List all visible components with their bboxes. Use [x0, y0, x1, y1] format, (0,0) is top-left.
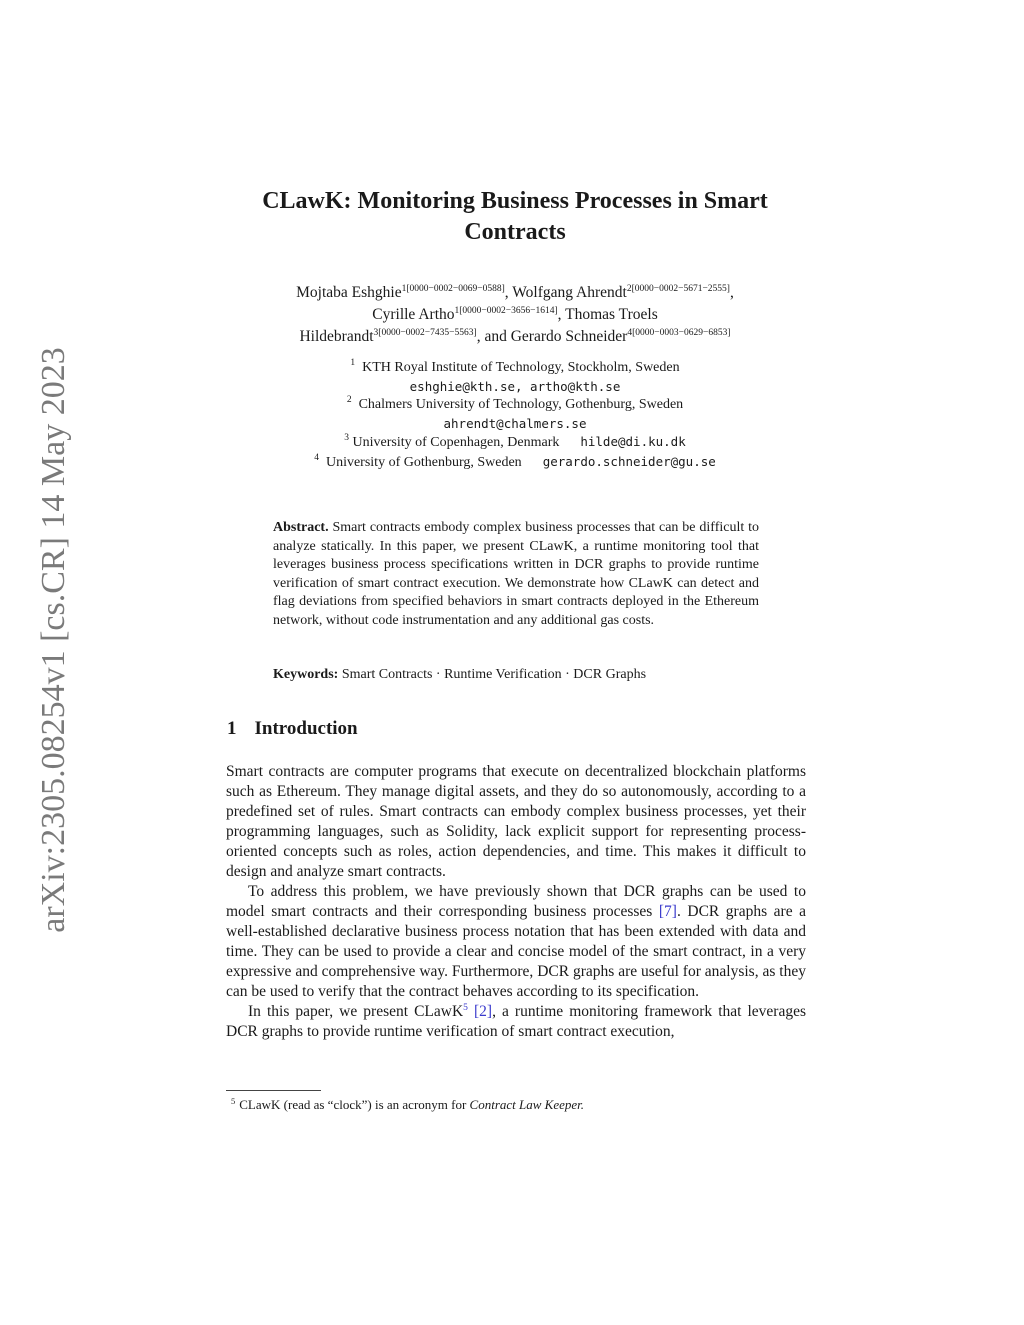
affiliation-name: Chalmers University of Technology, Gothenburg, Sweden [358, 397, 684, 412]
keywords-text: Smart Contracts · Runtime Verification · DCR Graphs [341, 667, 647, 682]
paragraph-1: Smart contracts are computer programs that execute on decentralized blockchain platforms such as Ethereum. They manage digital assets, and they do so autonomously, according to a predefined set of rules. Smart contracts can embody complex business processes, yet their programming languages, such as Solidity, lack explicit support for representing process-oriented concepts such as roles, action dependencies, and time. This makes it difficult to design and analyze smart contracts. [226, 763, 806, 880]
affiliation-number: 4 [314, 452, 319, 463]
author-orcid: 4[0000−0003−0629−6853] [627, 328, 731, 338]
footnote-text: CLawK (read as “clock”) is an acronym for [239, 1097, 470, 1112]
affiliation-2 [250, 396, 780, 415]
footnote [231, 1096, 811, 1113]
author-name: Hildebrandt [299, 328, 374, 345]
footnote-number: 5 [231, 1096, 236, 1106]
author-list [210, 282, 820, 348]
paper-title [220, 186, 810, 248]
author-name: Cyrille Artho [372, 306, 455, 323]
affiliation-name: KTH Royal Institute of Technology, Stockholm, Sweden [362, 360, 680, 375]
author-conjunction: , and [476, 328, 511, 345]
author-orcid: 1[0000−0002−0069−0588] [401, 284, 505, 294]
abstract [273, 519, 759, 630]
affiliation-name: University of Gothenburg, Sweden [325, 454, 522, 470]
author-orcid: 1[0000−0002−3656−1614] [454, 306, 558, 316]
title-line-1: CLawK: Monitoring Business Processes in Smart [262, 188, 768, 214]
footnote-rule [226, 1090, 321, 1091]
section-number: 1 [227, 718, 237, 739]
author-line-1: Mojtaba Eshghie$^{1[0000-0002-0069-0588]}$, Wolfgang Ahrendt$^{2[0000-0002-5671-2555]}$, [296, 284, 734, 301]
author-name: Wolfgang Ahrendt [512, 284, 627, 301]
affiliation-email: gerardo.schneider@gu.se [542, 453, 716, 469]
paragraph-text: In this paper, we present CLawK [248, 1003, 464, 1020]
paragraph-2 [226, 882, 806, 1002]
paragraph-text: . DCR graphs are a well-established declarative business process notation that has been extended with data and time. They can be used to provide a clear and concise model of the smart contract, in a very expressive and comprehensive way. Furthermore, DCR graphs are useful for analysis, as they can be used to verify that the contract behaves according to its specification. [226, 903, 806, 1000]
affiliation-number: 2 [346, 395, 352, 405]
citation-link[interactable]: [7] [658, 903, 677, 920]
author-name: Mojtaba Eshghie [296, 284, 402, 301]
affiliation-number: 1 [350, 358, 356, 368]
affiliations [250, 359, 780, 472]
paragraph-text: , a runtime monitoring framework that leverages DCR graphs to provide runtime verification of smart contract execution, [226, 1003, 807, 1040]
abstract-label: Abstract. [273, 520, 329, 535]
affiliation-email: ahrendt@chalmers.se [443, 415, 587, 431]
keywords [273, 666, 759, 685]
citation-link[interactable]: [2] [473, 1003, 493, 1020]
affiliation-1 [250, 359, 780, 378]
author-name: Thomas Troels [565, 306, 658, 323]
paragraph-3 [226, 1002, 806, 1042]
author-name: Gerardo Schneider [510, 328, 628, 345]
author-orcid: 3[0000−0002−7435−5563] [373, 328, 477, 338]
affiliation-4 [250, 453, 780, 473]
footnote-italic: Contract Law Keeper. [469, 1097, 585, 1112]
section-heading [227, 718, 358, 740]
affiliation-number: 3 [344, 433, 350, 443]
abstract-text: Smart contracts embody complex business processes that can be difficult to analyze statically. In this paper, we present CLawK, a runtime monitoring tool that leverages business process specifications written in DCR graphs to provide runtime verification of smart contract execution. We demonstrate how CLawK can detect and flag deviations from specified behaviors in smart contracts deployed in the Ethereum network, without code instrumentation and any additional gas costs. [273, 520, 760, 628]
affiliation-email: hilde@di.ku.dk [580, 434, 686, 449]
arxiv-identifier: arXiv:2305.08254v1 [cs.CR] 14 May 2023 [35, 347, 72, 933]
affiliation-email: eshghie@kth.se, artho@kth.se [409, 378, 621, 394]
paragraph-text: To address this problem, we have previously shown that DCR graphs can be used to model smart contracts and their corresponding business processes [226, 883, 806, 920]
title-line-2: Contracts [464, 219, 566, 245]
author-orcid: 2[0000−0002−5671−2555] [626, 284, 730, 294]
author-line-3 [210, 326, 820, 348]
keywords-label: Keywords: [273, 667, 339, 682]
affiliation-name: University of Copenhagen, Denmark [352, 435, 560, 450]
footnote-marker[interactable]: 5 [463, 1003, 468, 1013]
affiliation-3 [250, 433, 780, 453]
body-text [226, 762, 806, 1042]
section-title: Introduction [254, 718, 358, 739]
author-line-2: Cyrille Artho$^{1[0000-0002-3656-1614]}$, Thomas Troels [372, 306, 658, 323]
